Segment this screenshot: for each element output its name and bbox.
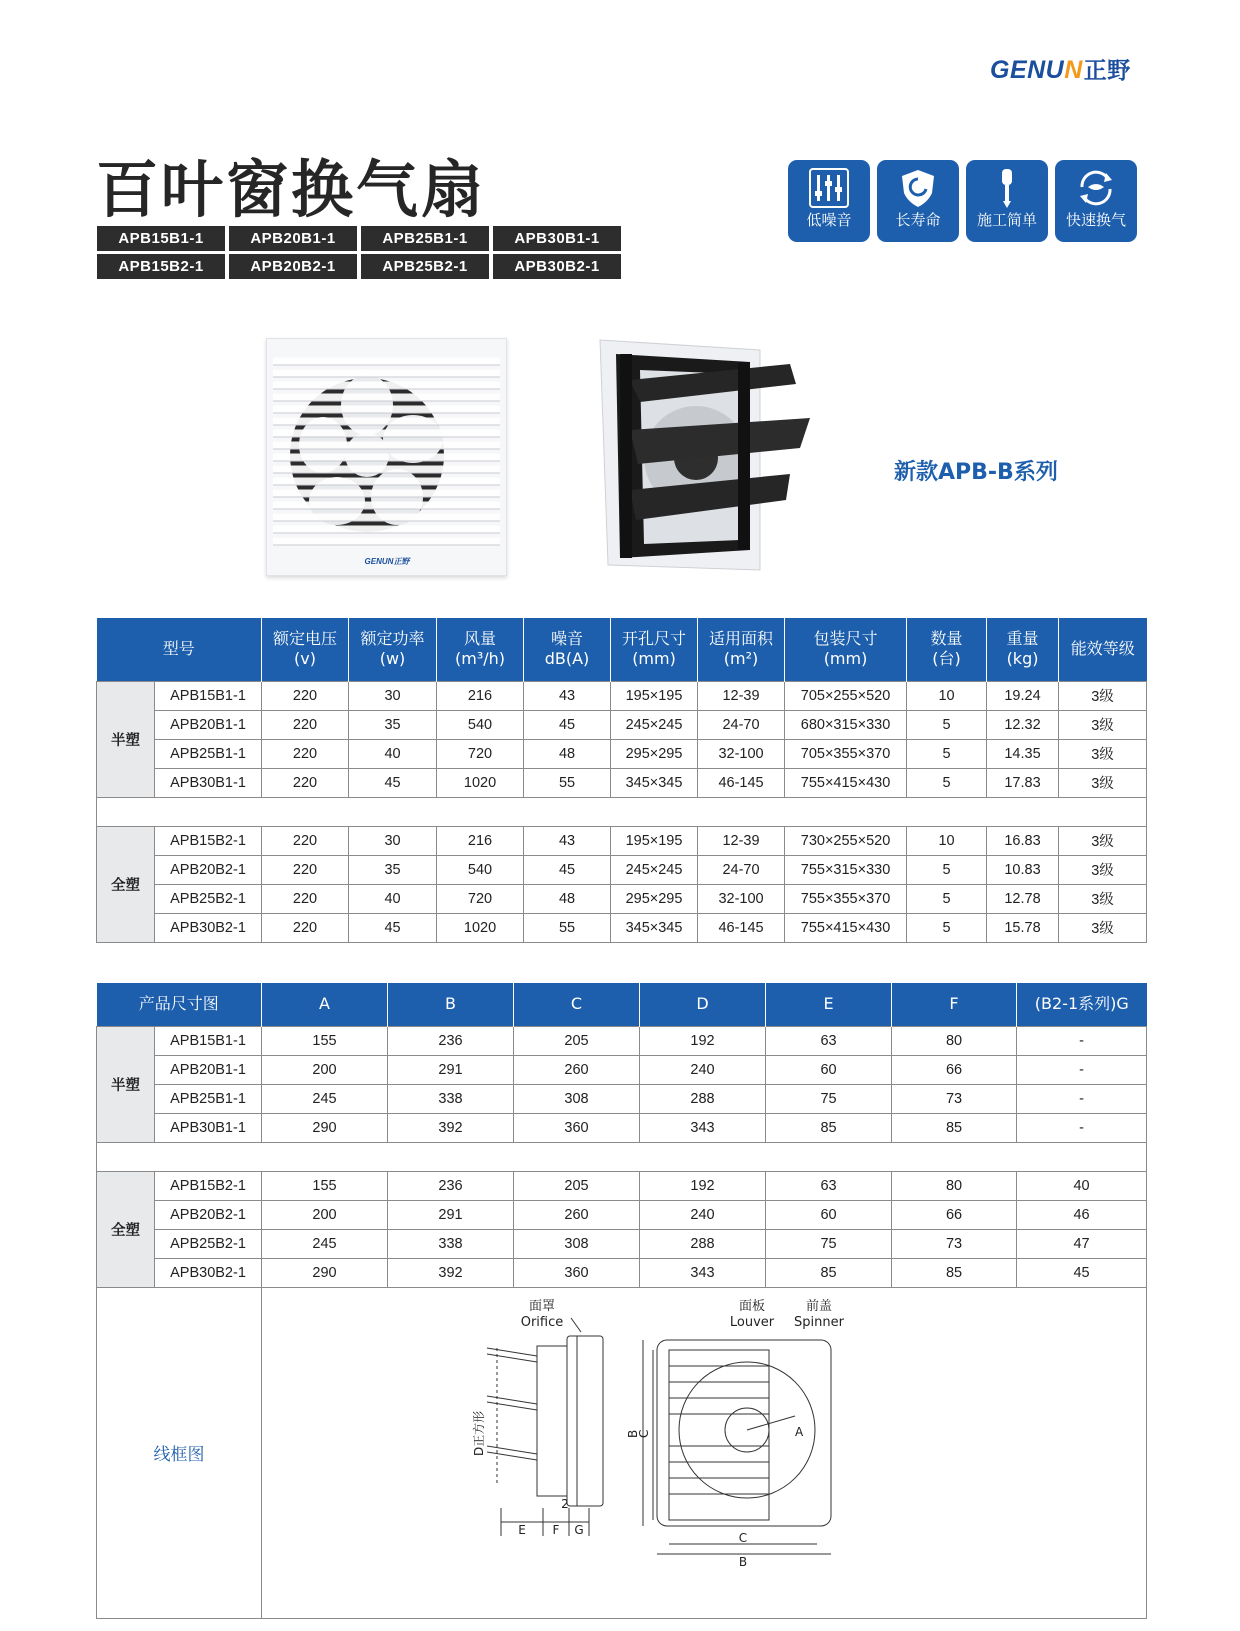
model-tag: APB25B1-1 xyxy=(361,226,489,251)
value-cell: 755×355×370 xyxy=(785,884,907,913)
value-cell: 360 xyxy=(514,1258,640,1287)
header-opening xyxy=(611,618,698,681)
value-cell: 85 xyxy=(766,1113,892,1142)
group-label: 半塑 xyxy=(97,681,155,797)
spinner-cn: 前盖 xyxy=(806,1298,833,1314)
table-row xyxy=(97,1055,1147,1084)
spacer-row xyxy=(97,1142,1147,1171)
value-cell: 220 xyxy=(262,739,349,768)
value-cell: 24-70 xyxy=(698,855,785,884)
model-cell: APB15B1-1 xyxy=(155,681,262,710)
dim-table xyxy=(96,983,1147,1619)
value-cell: 40 xyxy=(349,739,437,768)
value-cell: 245×245 xyxy=(611,855,698,884)
value-cell: 360 xyxy=(514,1113,640,1142)
value-cell: 60 xyxy=(766,1200,892,1229)
value-cell: 155 xyxy=(262,1026,388,1055)
product-image-rear xyxy=(600,340,810,576)
value-cell: 75 xyxy=(766,1229,892,1258)
spec-body xyxy=(97,681,1147,942)
value-cell: 288 xyxy=(640,1229,766,1258)
value-cell: 32-100 xyxy=(698,739,785,768)
fan-front-illustration xyxy=(267,339,506,575)
feature-label: 长寿命 xyxy=(895,211,941,229)
value-cell: 15.78 xyxy=(987,913,1059,942)
value-cell: 32-100 xyxy=(698,884,785,913)
value-cell: 192 xyxy=(640,1026,766,1055)
model-cell: APB25B1-1 xyxy=(155,739,262,768)
value-cell: 80 xyxy=(892,1171,1017,1200)
value-cell: 3级 xyxy=(1059,826,1147,855)
value-cell: 1020 xyxy=(437,913,524,942)
header-unit: (m³/h) xyxy=(455,649,506,669)
value-cell: 43 xyxy=(524,826,611,855)
value-cell: 291 xyxy=(388,1200,514,1229)
value-cell: 55 xyxy=(524,768,611,797)
header-c: C xyxy=(514,983,640,1026)
value-cell: 308 xyxy=(514,1084,640,1113)
header-unit: (v) xyxy=(294,649,316,669)
model-cell: APB25B2-1 xyxy=(155,884,262,913)
table-row xyxy=(97,884,1147,913)
louver-en: Louver xyxy=(729,1314,775,1330)
value-cell: 46-145 xyxy=(698,913,785,942)
header-unit: (mm) xyxy=(632,649,676,669)
value-cell: 220 xyxy=(262,913,349,942)
value-cell: 73 xyxy=(892,1084,1017,1113)
value-cell: 45 xyxy=(349,913,437,942)
value-cell: 345×345 xyxy=(611,768,698,797)
value-cell: 240 xyxy=(640,1200,766,1229)
value-cell: 220 xyxy=(262,855,349,884)
table-row xyxy=(97,681,1147,710)
model-cell: APB20B1-1 xyxy=(155,1055,262,1084)
value-cell: 3级 xyxy=(1059,913,1147,942)
value-cell: 705×255×520 xyxy=(785,681,907,710)
value-cell: 308 xyxy=(514,1229,640,1258)
b-label: B xyxy=(626,1429,641,1438)
header-label: 能效等级 xyxy=(1070,639,1135,659)
model-tag: APB30B2-1 xyxy=(493,254,621,279)
value-cell: 220 xyxy=(262,710,349,739)
table-row xyxy=(97,1171,1147,1200)
value-cell: 30 xyxy=(349,826,437,855)
header-e: E xyxy=(766,983,892,1026)
value-cell: 236 xyxy=(388,1171,514,1200)
airflow-icon xyxy=(1074,167,1118,209)
value-cell: 155 xyxy=(262,1171,388,1200)
value-cell: 338 xyxy=(388,1084,514,1113)
value-cell: 19.24 xyxy=(987,681,1059,710)
header-b: B xyxy=(388,983,514,1026)
c-bottom-label: C xyxy=(738,1530,748,1545)
group-label: 全塑 xyxy=(97,1171,155,1287)
value-cell: 240 xyxy=(640,1055,766,1084)
value-cell: 291 xyxy=(388,1055,514,1084)
value-cell: 755×315×330 xyxy=(785,855,907,884)
value-cell: 17.83 xyxy=(987,768,1059,797)
header-model xyxy=(97,618,262,681)
value-cell: 48 xyxy=(524,739,611,768)
value-cell: 45 xyxy=(524,855,611,884)
model-cell: APB15B1-1 xyxy=(155,1026,262,1055)
value-cell: 192 xyxy=(640,1171,766,1200)
series-title: 新款APB-B系列 xyxy=(894,460,1058,485)
value-cell: 45 xyxy=(1017,1258,1147,1287)
feature-label: 施工简单 xyxy=(976,211,1037,229)
model-tag: APB25B2-1 xyxy=(361,254,489,279)
value-cell: 295×295 xyxy=(611,739,698,768)
header-airflow xyxy=(437,618,524,681)
feature-fast-ventilation xyxy=(1055,160,1137,242)
header-label: 开孔尺寸 xyxy=(622,629,687,649)
value-cell: 10 xyxy=(907,826,987,855)
table-row xyxy=(97,1258,1147,1287)
value-cell: 45 xyxy=(524,710,611,739)
value-cell: 205 xyxy=(514,1171,640,1200)
value-cell: 46-145 xyxy=(698,768,785,797)
model-cell: APB30B1-1 xyxy=(155,1113,262,1142)
spec-header-row xyxy=(97,618,1147,681)
value-cell: 75 xyxy=(766,1084,892,1113)
header-f: F xyxy=(892,983,1017,1026)
model-cell: APB30B2-1 xyxy=(155,913,262,942)
product-image-front xyxy=(266,338,507,576)
value-cell: 295×295 xyxy=(611,884,698,913)
value-cell: 5 xyxy=(907,884,987,913)
value-cell: 5 xyxy=(907,710,987,739)
value-cell: 755×415×430 xyxy=(785,913,907,942)
value-cell: 12.32 xyxy=(987,710,1059,739)
model-row-2 xyxy=(97,254,625,279)
value-cell: 540 xyxy=(437,710,524,739)
header-area xyxy=(698,618,785,681)
value-cell: 720 xyxy=(437,739,524,768)
feature-label: 快速换气 xyxy=(1065,211,1126,229)
model-tag: APB15B1-1 xyxy=(97,226,225,251)
header-power xyxy=(349,618,437,681)
value-cell: 3级 xyxy=(1059,855,1147,884)
value-cell: 73 xyxy=(892,1229,1017,1258)
value-cell: 43 xyxy=(524,681,611,710)
d-label: D正方形 xyxy=(472,1410,487,1456)
value-cell: 40 xyxy=(349,884,437,913)
value-cell: 12-39 xyxy=(698,826,785,855)
model-cell: APB20B1-1 xyxy=(155,710,262,739)
value-cell: - xyxy=(1017,1084,1147,1113)
logo-n: N xyxy=(1064,56,1083,84)
model-row-1 xyxy=(97,226,625,251)
model-tags xyxy=(97,226,625,282)
c-label: C xyxy=(637,1429,652,1438)
value-cell: 24-70 xyxy=(698,710,785,739)
value-cell: 680×315×330 xyxy=(785,710,907,739)
value-cell: 392 xyxy=(388,1113,514,1142)
value-cell: 35 xyxy=(349,710,437,739)
header-d: D xyxy=(640,983,766,1026)
table-row xyxy=(97,710,1147,739)
table-row xyxy=(97,1026,1147,1055)
feature-long-life xyxy=(877,160,959,242)
header-label: 重量 xyxy=(1006,629,1039,649)
spinner-en: Spinner xyxy=(794,1314,844,1330)
diagram-label-cell xyxy=(97,1287,262,1618)
model-cell: APB20B2-1 xyxy=(155,855,262,884)
value-cell: 216 xyxy=(437,826,524,855)
side-view xyxy=(487,1318,603,1536)
product-logo: GENUN正野 xyxy=(364,557,410,566)
value-cell: 16.83 xyxy=(987,826,1059,855)
value-cell: 10 xyxy=(907,681,987,710)
diagram-row xyxy=(97,1287,1147,1618)
header-label: 风量 xyxy=(464,629,497,649)
header-weight xyxy=(987,618,1059,681)
header-label: 噪音 xyxy=(551,629,584,649)
value-cell: 48 xyxy=(524,884,611,913)
header-a: A xyxy=(262,983,388,1026)
header-unit: (m²) xyxy=(723,649,759,669)
value-cell: 14.35 xyxy=(987,739,1059,768)
value-cell: 260 xyxy=(514,1055,640,1084)
value-cell: 5 xyxy=(907,855,987,884)
value-cell: - xyxy=(1017,1055,1147,1084)
value-cell: 46 xyxy=(1017,1200,1147,1229)
b-bottom-label: B xyxy=(738,1554,748,1569)
orifice-en: Orifice xyxy=(520,1314,564,1330)
value-cell: 338 xyxy=(388,1229,514,1258)
value-cell: 45 xyxy=(349,768,437,797)
header-dim-title: 产品尺寸图 xyxy=(97,983,262,1026)
logo-latin: GENU xyxy=(990,56,1065,84)
value-cell: 3级 xyxy=(1059,739,1147,768)
value-cell: 260 xyxy=(514,1200,640,1229)
value-cell: 63 xyxy=(766,1171,892,1200)
model-cell: APB30B2-1 xyxy=(155,1258,262,1287)
table-row xyxy=(97,739,1147,768)
value-cell: 705×355×370 xyxy=(785,739,907,768)
model-cell: APB25B2-1 xyxy=(155,1229,262,1258)
group-label: 全塑 xyxy=(97,826,155,942)
table-row xyxy=(97,1084,1147,1113)
feature-low-noise xyxy=(788,160,870,242)
value-cell: 3级 xyxy=(1059,768,1147,797)
table-row xyxy=(97,1200,1147,1229)
header-label: 额定功率 xyxy=(360,629,425,649)
feature-label: 低噪音 xyxy=(806,211,852,229)
value-cell: 35 xyxy=(349,855,437,884)
screwdriver-icon xyxy=(985,167,1029,209)
value-cell: 290 xyxy=(262,1258,388,1287)
spacer-cell xyxy=(97,1142,1147,1171)
value-cell: 60 xyxy=(766,1055,892,1084)
value-cell: 10.83 xyxy=(987,855,1059,884)
g-label: G xyxy=(574,1522,584,1537)
header-unit: (w) xyxy=(379,649,406,669)
spacer-cell xyxy=(97,797,1147,826)
table-row xyxy=(97,1113,1147,1142)
value-cell: 720 xyxy=(437,884,524,913)
louver-cn: 面板 xyxy=(739,1298,766,1314)
table-row xyxy=(97,768,1147,797)
value-cell: 5 xyxy=(907,768,987,797)
value-cell: 205 xyxy=(514,1026,640,1055)
wireframe-cell xyxy=(262,1287,1147,1618)
value-cell: 288 xyxy=(640,1084,766,1113)
value-cell: 245 xyxy=(262,1229,388,1258)
diagram-label: 线框图 xyxy=(153,1445,205,1465)
value-cell: 236 xyxy=(388,1026,514,1055)
header-unit: (mm) xyxy=(823,649,868,669)
model-cell: APB15B2-1 xyxy=(155,826,262,855)
table-row xyxy=(97,826,1147,855)
model-tag: APB30B1-1 xyxy=(493,226,621,251)
feature-easy-install xyxy=(966,160,1048,242)
value-cell: 85 xyxy=(892,1258,1017,1287)
value-cell: 345×345 xyxy=(611,913,698,942)
value-cell: 216 xyxy=(437,681,524,710)
value-cell: 66 xyxy=(892,1200,1017,1229)
value-cell: 195×195 xyxy=(611,826,698,855)
two-label: 2 xyxy=(561,1496,569,1511)
value-cell: 30 xyxy=(349,681,437,710)
value-cell: 12.78 xyxy=(987,884,1059,913)
value-cell: - xyxy=(1017,1026,1147,1055)
value-cell: 540 xyxy=(437,855,524,884)
value-cell: 755×415×430 xyxy=(785,768,907,797)
header-label: 包装尺寸 xyxy=(813,629,878,649)
model-tag: APB15B2-1 xyxy=(97,254,225,279)
header-unit: dB(A) xyxy=(544,649,590,669)
header-label: 型号 xyxy=(162,639,195,659)
brand-logo xyxy=(990,52,1131,85)
e-label: E xyxy=(518,1522,526,1537)
table-row xyxy=(97,855,1147,884)
orifice-cn: 面罩 xyxy=(529,1298,556,1314)
table-row xyxy=(97,1229,1147,1258)
header-unit: (kg) xyxy=(1006,649,1039,669)
header-label: 数量 xyxy=(930,629,963,649)
equalizer-icon xyxy=(807,167,851,209)
value-cell: 80 xyxy=(892,1026,1017,1055)
model-tag: APB20B1-1 xyxy=(229,226,357,251)
value-cell: 66 xyxy=(892,1055,1017,1084)
spacer-row xyxy=(97,797,1147,826)
value-cell: 5 xyxy=(907,739,987,768)
value-cell: 55 xyxy=(524,913,611,942)
model-tag: APB20B2-1 xyxy=(229,254,357,279)
dim-header-row xyxy=(97,983,1147,1026)
header-g: (B2-1系列)G xyxy=(1017,983,1147,1026)
shield-icon xyxy=(896,167,940,209)
value-cell: - xyxy=(1017,1113,1147,1142)
value-cell: 85 xyxy=(766,1258,892,1287)
value-cell: 3级 xyxy=(1059,884,1147,913)
header-label: 适用面积 xyxy=(709,629,774,649)
table-row xyxy=(97,913,1147,942)
logo-cn: 正野 xyxy=(1083,57,1131,83)
wireframe-diagram xyxy=(472,1296,877,1606)
value-cell: 220 xyxy=(262,681,349,710)
value-cell: 200 xyxy=(262,1055,388,1084)
diagram-body xyxy=(97,1287,1147,1618)
value-cell: 290 xyxy=(262,1113,388,1142)
value-cell: 85 xyxy=(892,1113,1017,1142)
header-unit: (台) xyxy=(932,649,961,669)
header-noise xyxy=(524,618,611,681)
value-cell: 220 xyxy=(262,884,349,913)
header-label: 额定电压 xyxy=(273,629,338,649)
value-cell: 220 xyxy=(262,768,349,797)
f-label: F xyxy=(552,1522,560,1537)
value-cell: 343 xyxy=(640,1258,766,1287)
value-cell: 220 xyxy=(262,826,349,855)
model-cell: APB25B1-1 xyxy=(155,1084,262,1113)
fan-rear-illustration xyxy=(600,340,810,576)
value-cell: 195×195 xyxy=(611,681,698,710)
header-efficiency xyxy=(1059,618,1147,681)
header-voltage xyxy=(262,618,349,681)
spec-table xyxy=(96,618,1147,943)
value-cell: 245 xyxy=(262,1084,388,1113)
header-quantity xyxy=(907,618,987,681)
value-cell: 3级 xyxy=(1059,681,1147,710)
value-cell: 392 xyxy=(388,1258,514,1287)
value-cell: 63 xyxy=(766,1026,892,1055)
group-label: 半塑 xyxy=(97,1026,155,1142)
value-cell: 3级 xyxy=(1059,710,1147,739)
value-cell: 1020 xyxy=(437,768,524,797)
header-package xyxy=(785,618,907,681)
model-cell: APB30B1-1 xyxy=(155,768,262,797)
value-cell: 47 xyxy=(1017,1229,1147,1258)
value-cell: 12-39 xyxy=(698,681,785,710)
value-cell: 200 xyxy=(262,1200,388,1229)
dim-body xyxy=(97,1026,1147,1287)
value-cell: 40 xyxy=(1017,1171,1147,1200)
value-cell: 5 xyxy=(907,913,987,942)
value-cell: 245×245 xyxy=(611,710,698,739)
value-cell: 730×255×520 xyxy=(785,826,907,855)
value-cell: 343 xyxy=(640,1113,766,1142)
front-view xyxy=(643,1340,831,1554)
model-cell: APB20B2-1 xyxy=(155,1200,262,1229)
a-label: A xyxy=(795,1424,804,1439)
model-cell: APB15B2-1 xyxy=(155,1171,262,1200)
page-title: 百叶窗换气扇 xyxy=(96,153,487,226)
